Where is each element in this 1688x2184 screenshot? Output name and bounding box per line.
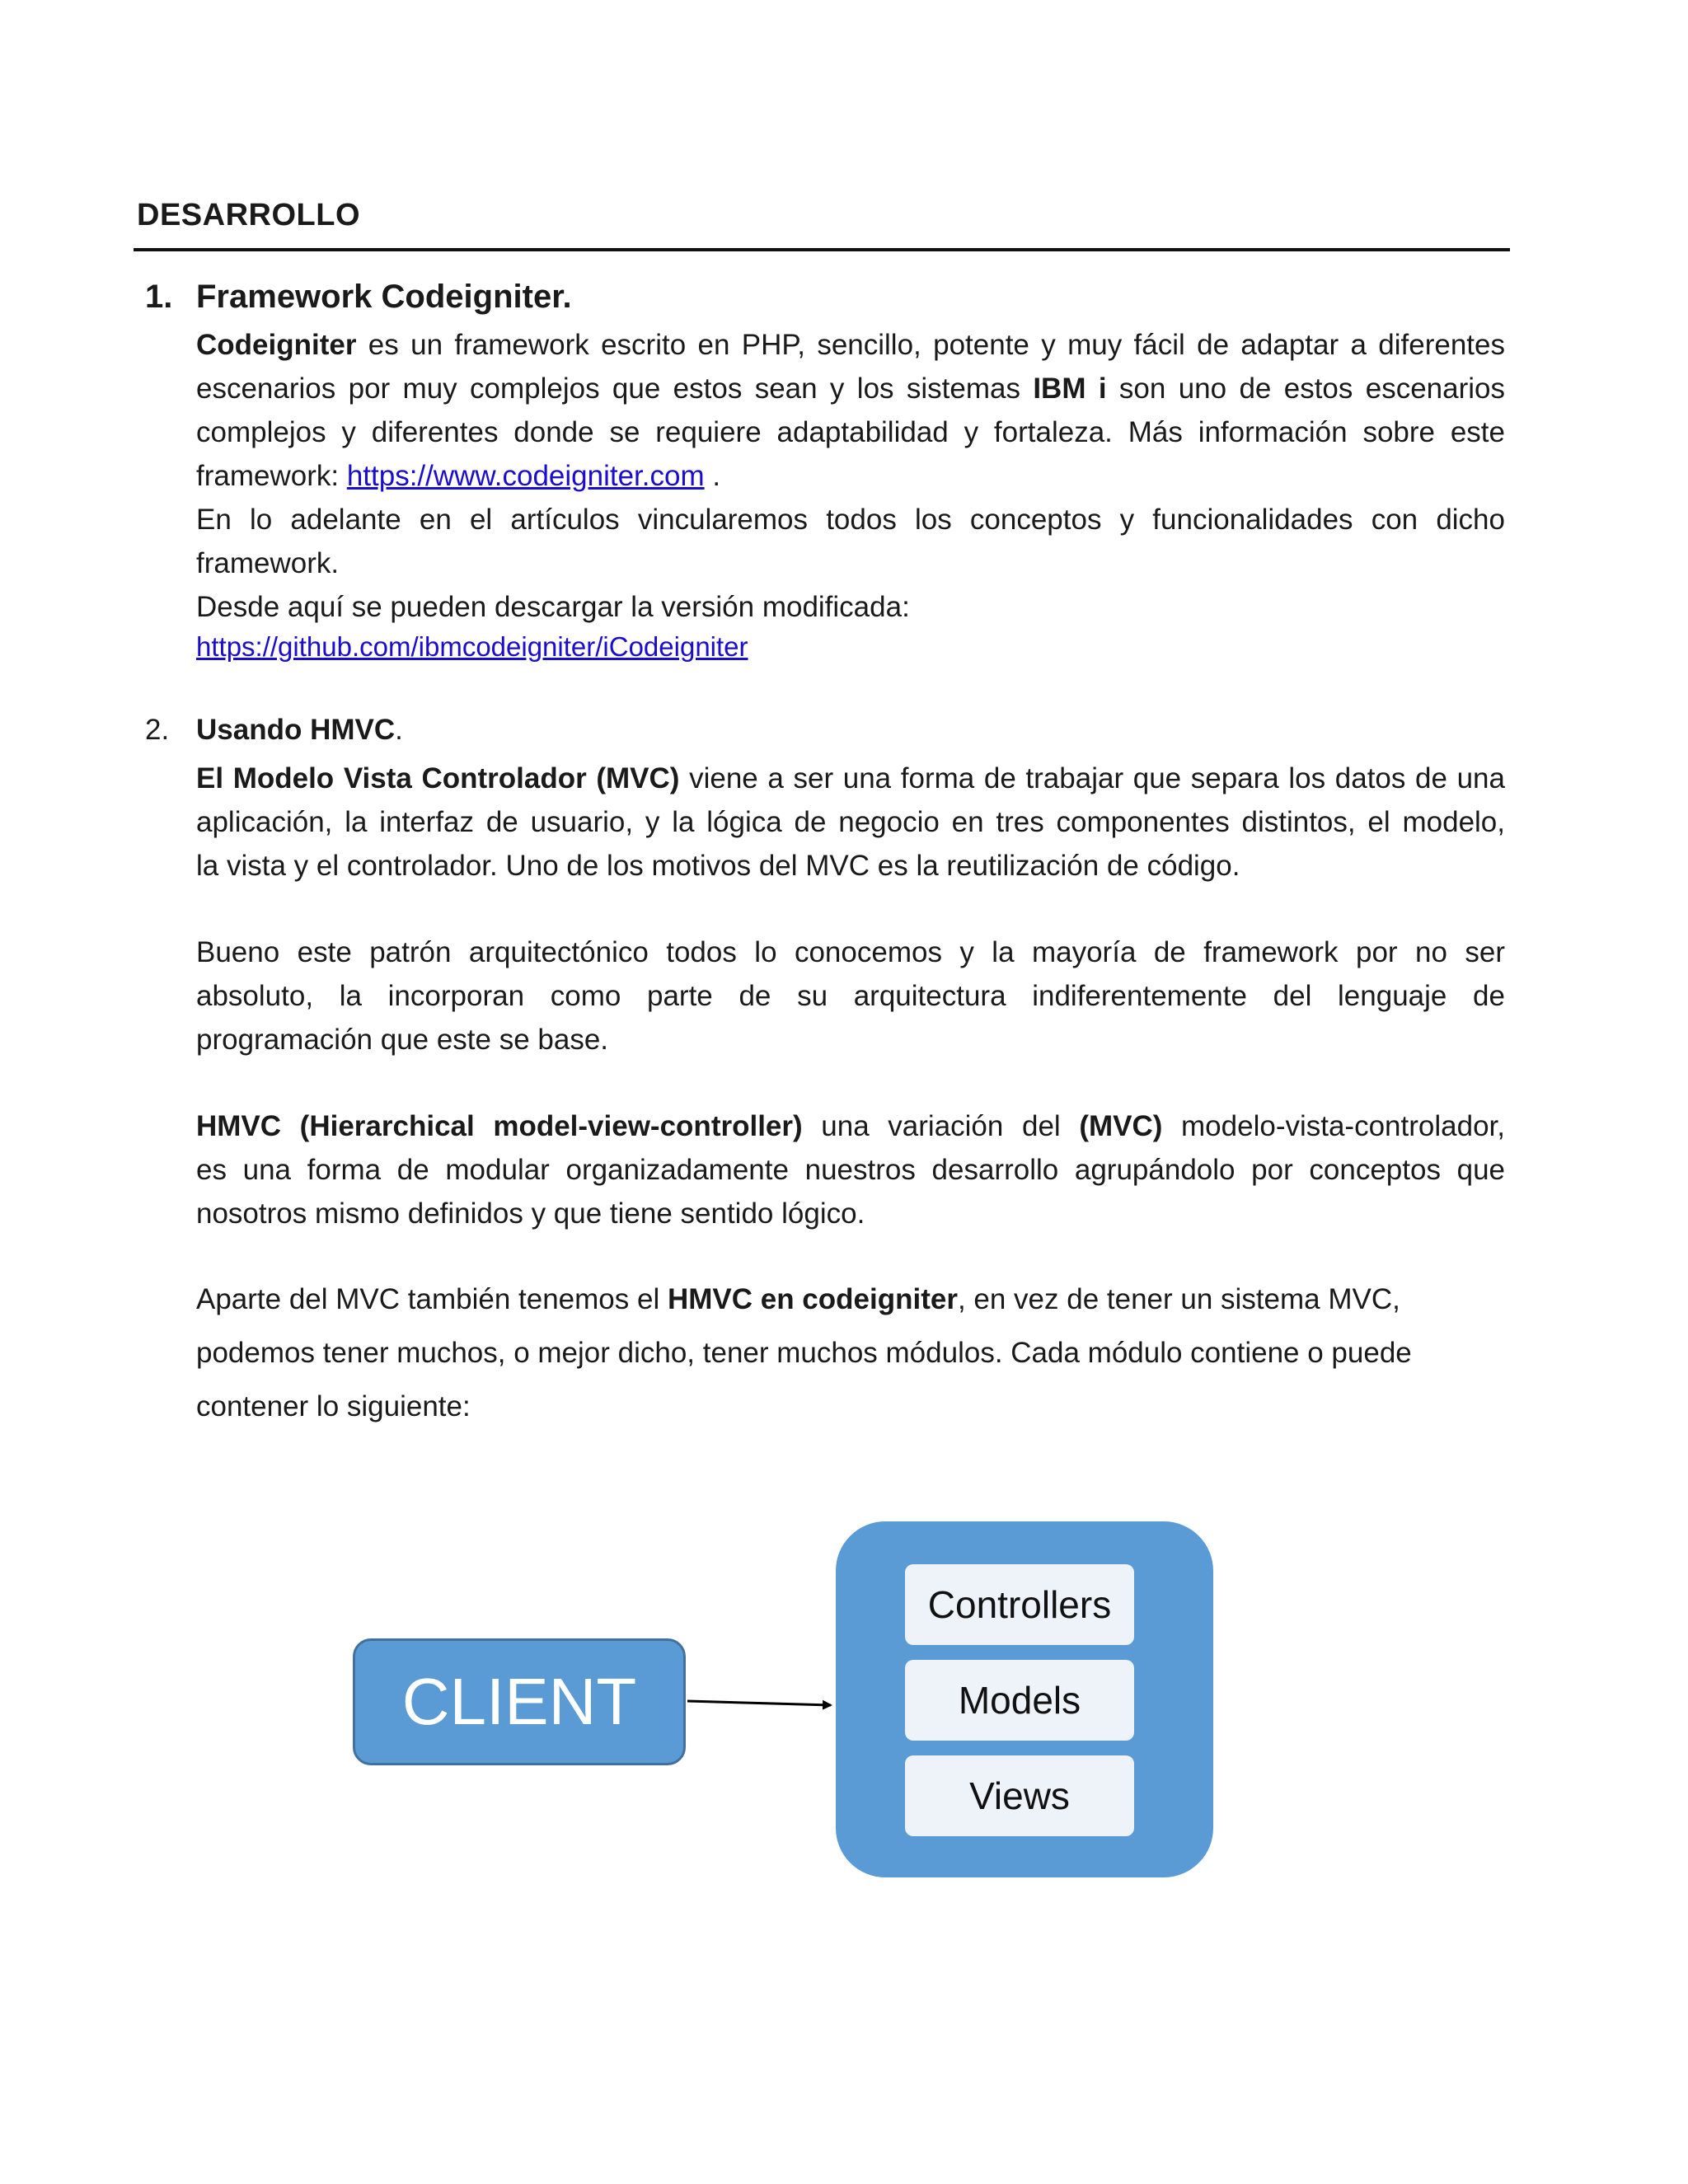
item-2-p2-line-1: Bueno este patrón arquitectónico todos lo conocemos y la mayoría de framework por no ser (196, 936, 1505, 968)
arrow-line (687, 1701, 831, 1705)
item-2-number: 2. (145, 714, 170, 746)
item-1-line-7: Desde aquí se pueden descargar la versión modificada: (196, 591, 910, 623)
item-2-p4-text-b: , en vez de tener un sistema MVC, (957, 1283, 1400, 1315)
item-2-p3-line-2: es una forma de modular organizadamente nuestros desarrollo agrupándolo por conceptos que (196, 1154, 1505, 1186)
item-2-p4-text-a: Aparte del MVC también tenemos el (196, 1283, 668, 1315)
models-box (905, 1660, 1134, 1741)
item-1-link-suffix: . (704, 460, 721, 492)
item-2-p1-text-a: viene a ser una forma de trabajar que separa los datos de una (679, 762, 1505, 794)
item-2-title-period: . (395, 714, 403, 746)
item-2-p1-line-2: aplicación, la interfaz de usuario, y la lógica de negocio en tres componentes distintos, el modelo, (196, 806, 1505, 838)
item-2-p1-line-3: la vista y el controlador. Uno de los motivos del MVC es la reutilización de código. (196, 850, 1240, 882)
item-1-text-c: son uno de estos escenarios (1106, 373, 1505, 405)
client-label: CLIENT (401, 1665, 637, 1738)
github-link[interactable]: https://github.com/ibmcodeigniter/iCodeigniter (196, 631, 748, 662)
item-2-title: Usando HMVC (196, 714, 396, 746)
item-1-title: Framework Codeigniter. (196, 279, 572, 315)
item-2-p4-line-2: podemos tener muchos, o mejor dicho, tener muchos módulos. Cada módulo contiene o puede (196, 1337, 1412, 1369)
item-2-p3-text-b: modelo-vista-controlador, (1162, 1110, 1505, 1142)
item-1-line-6: framework. (196, 547, 340, 579)
mvc-bold-2: (MVC) (1079, 1110, 1163, 1142)
item-2-p4-line-3: contener lo siguiente: (196, 1390, 471, 1422)
codeigniter-link[interactable]: https://www.codeigniter.com (346, 460, 705, 492)
item-2-p2-line-3: programación que este se base. (196, 1024, 609, 1056)
section-title: DESARROLLO (137, 198, 360, 232)
views-box (905, 1755, 1134, 1836)
codeigniter-bold: Codeigniter (196, 329, 357, 361)
item-2-p3-line-3: nosotros mismo definidos y que tiene sentido lógico. (196, 1197, 865, 1230)
item-1-text-e: framework: (196, 460, 347, 492)
module-box (836, 1521, 1213, 1877)
hmvc-bold: HMVC (Hierarchical model-view-controller) (196, 1110, 803, 1142)
item-1-number: 1. (145, 279, 173, 315)
views-label: Views (969, 1774, 1070, 1817)
item-1-line-5: En lo adelante en el artículos vincularemos todos los conceptos y funcionalidades con dicho (196, 504, 1505, 536)
controllers-label: Controllers (927, 1583, 1112, 1626)
item-1-text-a: es un framework escrito en PHP, sencillo, potente y muy fácil de adaptar a diferentes (356, 329, 1505, 361)
item-2-p2-line-2: absoluto, la incorporan como parte de su arquitectura indiferentemente del lenguaje de (196, 980, 1505, 1012)
mvc-bold: El Modelo Vista Controlador (MVC) (196, 762, 680, 794)
models-label: Models (958, 1679, 1081, 1722)
item-1-text-b: escenarios por muy complejos que estos sean y los sistemas (196, 373, 1034, 405)
controllers-box (905, 1564, 1134, 1645)
item-2-p3-text-a: una variación del (802, 1110, 1080, 1142)
hmvc-codeigniter-bold: HMVC en codeigniter (667, 1283, 958, 1315)
item-1-line-3: complejos y diferentes donde se requiere adaptabilidad y fortaleza. Más información sobre este (196, 416, 1505, 448)
ibm-i-bold: IBM i (1033, 373, 1107, 405)
